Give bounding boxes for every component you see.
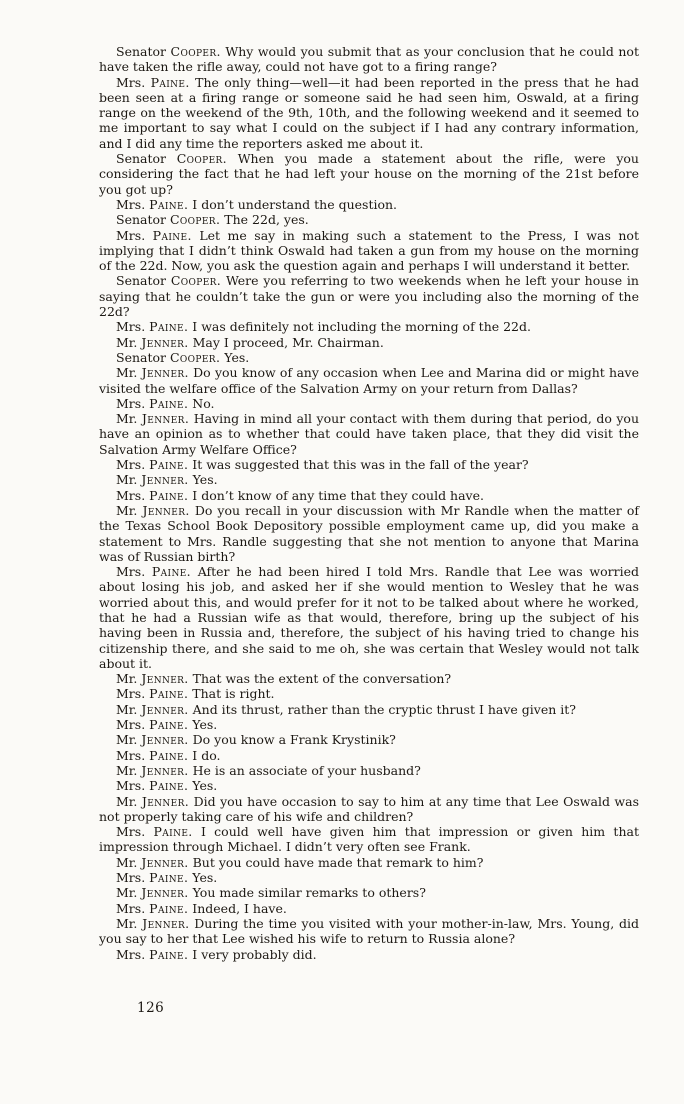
speaker-surname: Paine. xyxy=(149,778,189,794)
speaker-title: Mr. xyxy=(116,915,138,931)
speaker-title: Mr. xyxy=(116,502,138,518)
transcript-paragraph xyxy=(99,151,639,197)
speaker-title: Mr. xyxy=(116,365,138,381)
transcript-paragraph xyxy=(99,794,639,825)
transcript-paragraph xyxy=(99,457,639,472)
speaker-surname: Paine. xyxy=(153,824,193,840)
transcript-paragraph xyxy=(99,228,639,274)
speaker-surname: Cooper. xyxy=(170,273,222,289)
speaker-title: Senator xyxy=(116,349,166,365)
speech-text: Do you recall in your discussion with Mr Randle when the matter of the Texas School Book Depository possible employment came up, did you make a statement to Mrs. Randle suggesting that she not mention to anyone that Marina was of Russian birth? xyxy=(99,502,639,564)
speech-text: Did you have occasion to say to him at any time that Lee Oswald was not properly taking care of his wife and children? xyxy=(99,793,639,824)
transcript-text-block xyxy=(99,44,639,962)
speaker-title: Mr. xyxy=(116,885,138,901)
speech-text: May I proceed, Mr. Chairman. xyxy=(192,334,384,350)
speaker-surname: Paine. xyxy=(149,196,189,212)
speech-text: That was the extent of the conversation? xyxy=(192,671,452,687)
transcript-paragraph xyxy=(99,901,639,916)
speaker-surname: Jenner. xyxy=(141,411,190,427)
speaker-surname: Cooper. xyxy=(176,151,228,167)
speaker-surname: Paine. xyxy=(149,946,189,962)
speech-text: Yes. xyxy=(224,349,250,365)
speech-text: Yes. xyxy=(192,717,218,733)
speaker-title: Mrs. xyxy=(116,686,146,702)
speech-text: And its thrust, rather than the cryptic thrust I have given it? xyxy=(192,701,577,717)
speaker-title: Mrs. xyxy=(116,900,146,916)
speaker-surname: Paine. xyxy=(149,870,189,886)
speech-text: But you could have made that remark to him? xyxy=(192,854,484,870)
speaker-surname: Paine. xyxy=(149,395,189,411)
transcript-paragraph xyxy=(99,717,639,732)
speaker-surname: Cooper. xyxy=(169,349,221,365)
speaker-surname: Jenner. xyxy=(142,915,190,931)
speech-text: Yes. xyxy=(192,472,218,488)
transcript-paragraph xyxy=(99,75,639,151)
speaker-title: Mrs. xyxy=(116,487,146,503)
speech-text: After he had been hired I told Mrs. Randle that Lee was worried about losing his job, and asked her if she would mention to Wesley that he was worried about this, and would prefer for it not to be talked about where he worked, that he had a Russian wife as that would, therefore, bring up the subject of his having been in Russia and, therefore, the subject of his having tried to change his citizenship there, and she said to me oh, she was certain that Wesley would not talk about it. xyxy=(99,564,639,671)
speech-text: Yes. xyxy=(192,778,218,794)
transcript-paragraph xyxy=(99,778,639,793)
speaker-title: Mrs. xyxy=(116,870,146,886)
transcript-paragraph xyxy=(99,396,639,411)
transcript-paragraph xyxy=(99,870,639,885)
transcript-paragraph xyxy=(99,564,639,671)
speaker-surname: Paine. xyxy=(149,717,189,733)
speaker-surname: Paine. xyxy=(150,74,190,90)
speech-text: The only thing—well—it had been reported in the press that he had been seen at a firing range or someone said he had seen him, Oswald, at a firing range on the weekend of the 9th, 10th, and the following weekend and it seemed to me important to say what I could on the subject if I had any contrary information, and I did any time the reporters asked me about it. xyxy=(99,74,639,151)
speaker-surname: Paine. xyxy=(151,564,191,580)
speaker-title: Mrs. xyxy=(116,74,146,90)
transcript-paragraph xyxy=(99,273,639,319)
speaker-title: Mrs. xyxy=(116,319,146,335)
speech-text: The 22d, yes. xyxy=(224,212,309,228)
speaker-title: Mr. xyxy=(116,701,138,717)
speaker-surname: Jenner. xyxy=(141,472,189,488)
transcript-paragraph xyxy=(99,885,639,900)
speech-text: I don’t understand the question. xyxy=(192,196,398,212)
speaker-title: Mrs. xyxy=(116,564,146,580)
speech-text: I very probably did. xyxy=(192,946,317,962)
speech-text: I don’t know of any time that they could have. xyxy=(192,487,484,503)
speaker-title: Senator xyxy=(116,212,166,228)
transcript-paragraph xyxy=(99,365,639,396)
transcript-paragraph xyxy=(99,350,639,365)
speaker-surname: Jenner. xyxy=(141,334,189,350)
speaker-surname: Jenner. xyxy=(141,854,189,870)
transcript-paragraph xyxy=(99,824,639,855)
speaker-title: Senator xyxy=(116,273,166,289)
speech-text: Why would you submit that as your conclusion that he could not have taken the rifle away, could not have got to a firing range? xyxy=(99,44,639,75)
transcript-paragraph xyxy=(99,411,639,457)
transcript-paragraph xyxy=(99,686,639,701)
speaker-surname: Jenner. xyxy=(141,671,189,687)
speaker-title: Senator xyxy=(116,44,166,59)
speech-text: Do you know of any occasion when Lee and Marina did or might have visited the welfare office of the Salvation Army on your return from Dallas? xyxy=(99,365,639,396)
speaker-surname: Jenner. xyxy=(141,701,189,717)
transcript-paragraph xyxy=(99,503,639,564)
page-number: 126 xyxy=(137,1000,165,1016)
transcript-paragraph xyxy=(99,319,639,334)
speaker-surname: Cooper. xyxy=(170,44,221,59)
speech-text: Yes. xyxy=(192,870,218,886)
speaker-title: Mr. xyxy=(116,854,138,870)
transcript-paragraph xyxy=(99,748,639,763)
speaker-surname: Cooper. xyxy=(169,212,221,228)
transcript-paragraph xyxy=(99,671,639,686)
transcript-paragraph xyxy=(99,916,639,947)
speaker-title: Mr. xyxy=(116,411,138,427)
speech-text: Indeed, I have. xyxy=(192,900,287,916)
speech-text: During the time you visited with your mother-in-law, Mrs. Young, did you say to her that Lee wished his wife to return to Russia alone? xyxy=(99,915,639,947)
speaker-title: Mr. xyxy=(116,762,138,778)
speaker-title: Mrs. xyxy=(116,824,146,840)
transcript-paragraph xyxy=(99,702,639,717)
speech-text: It was suggested that this was in the fall of the year? xyxy=(192,457,529,473)
speech-text: He is an associate of your husband? xyxy=(192,762,421,778)
speaker-title: Mrs. xyxy=(116,778,146,794)
speaker-surname: Jenner. xyxy=(141,365,189,381)
transcript-paragraph xyxy=(99,947,639,962)
speech-text: That is right. xyxy=(192,686,275,702)
speaker-title: Mrs. xyxy=(116,946,146,962)
speaker-title: Mrs. xyxy=(116,717,146,733)
transcript-paragraph xyxy=(99,44,639,75)
speaker-title: Mrs. xyxy=(116,196,146,212)
speaker-title: Mrs. xyxy=(116,747,146,763)
speech-text: Were you referring to two weekends when he left your house in saying that he couldn’t take the gun or were you including also the morning of the 22d? xyxy=(99,273,639,320)
speech-text: I was definitely not including the morning of the 22d. xyxy=(192,319,531,335)
speech-text: I could well have given him that impression or given him that impression through Michael. I didn’t very often see Frank. xyxy=(99,824,639,855)
speaker-title: Senator xyxy=(116,151,166,167)
speech-text: Let me say in making such a statement to the Press, I was not implying that I didn’t think Oswald had taken a gun from my house on the morning of the 22d. Now, you ask the question again and perhaps I will understand it better. xyxy=(99,227,639,274)
speaker-surname: Jenner. xyxy=(142,502,190,518)
speech-text: I do. xyxy=(192,747,221,763)
speech-text: No. xyxy=(192,395,215,411)
transcript-paragraph xyxy=(99,197,639,212)
speaker-title: Mrs. xyxy=(116,457,146,473)
transcript-paragraph xyxy=(99,335,639,350)
speaker-surname: Jenner. xyxy=(141,732,189,748)
speaker-surname: Paine. xyxy=(149,487,189,503)
speaker-surname: Paine. xyxy=(149,457,189,473)
speaker-surname: Jenner. xyxy=(141,793,190,809)
transcript-paragraph xyxy=(99,212,639,227)
transcript-paragraph xyxy=(99,855,639,870)
speaker-surname: Paine. xyxy=(149,319,189,335)
speaker-title: Mrs. xyxy=(116,395,146,411)
speaker-surname: Paine. xyxy=(149,686,189,702)
transcript-paragraph xyxy=(99,488,639,503)
speaker-title: Mr. xyxy=(116,472,138,488)
speech-text: You made similar remarks to others? xyxy=(192,885,426,901)
speaker-surname: Jenner. xyxy=(141,762,189,778)
speech-text: Having in mind all your contact with them during that period, do you have an opinion as to whether that could have taken place, that they did visit the Salvation Army Welfare Office? xyxy=(99,411,640,457)
transcript-paragraph xyxy=(99,472,639,487)
speaker-surname: Jenner. xyxy=(141,885,189,901)
speaker-title: Mr. xyxy=(116,793,138,809)
speaker-surname: Paine. xyxy=(149,900,189,916)
transcript-paragraph xyxy=(99,732,639,747)
speaker-title: Mr. xyxy=(116,334,138,350)
speech-text: When you made a statement about the rifle, were you considering the fact that he had left your house on the morning of the 21st before you got up? xyxy=(99,151,639,197)
speaker-surname: Paine. xyxy=(152,227,192,243)
speaker-surname: Paine. xyxy=(149,747,189,763)
speech-text: Do you know a Frank Krystinik? xyxy=(192,732,396,748)
speaker-title: Mr. xyxy=(116,732,138,748)
speaker-title: Mrs. xyxy=(116,227,146,243)
transcript-paragraph xyxy=(99,763,639,778)
speaker-title: Mr. xyxy=(116,671,138,687)
